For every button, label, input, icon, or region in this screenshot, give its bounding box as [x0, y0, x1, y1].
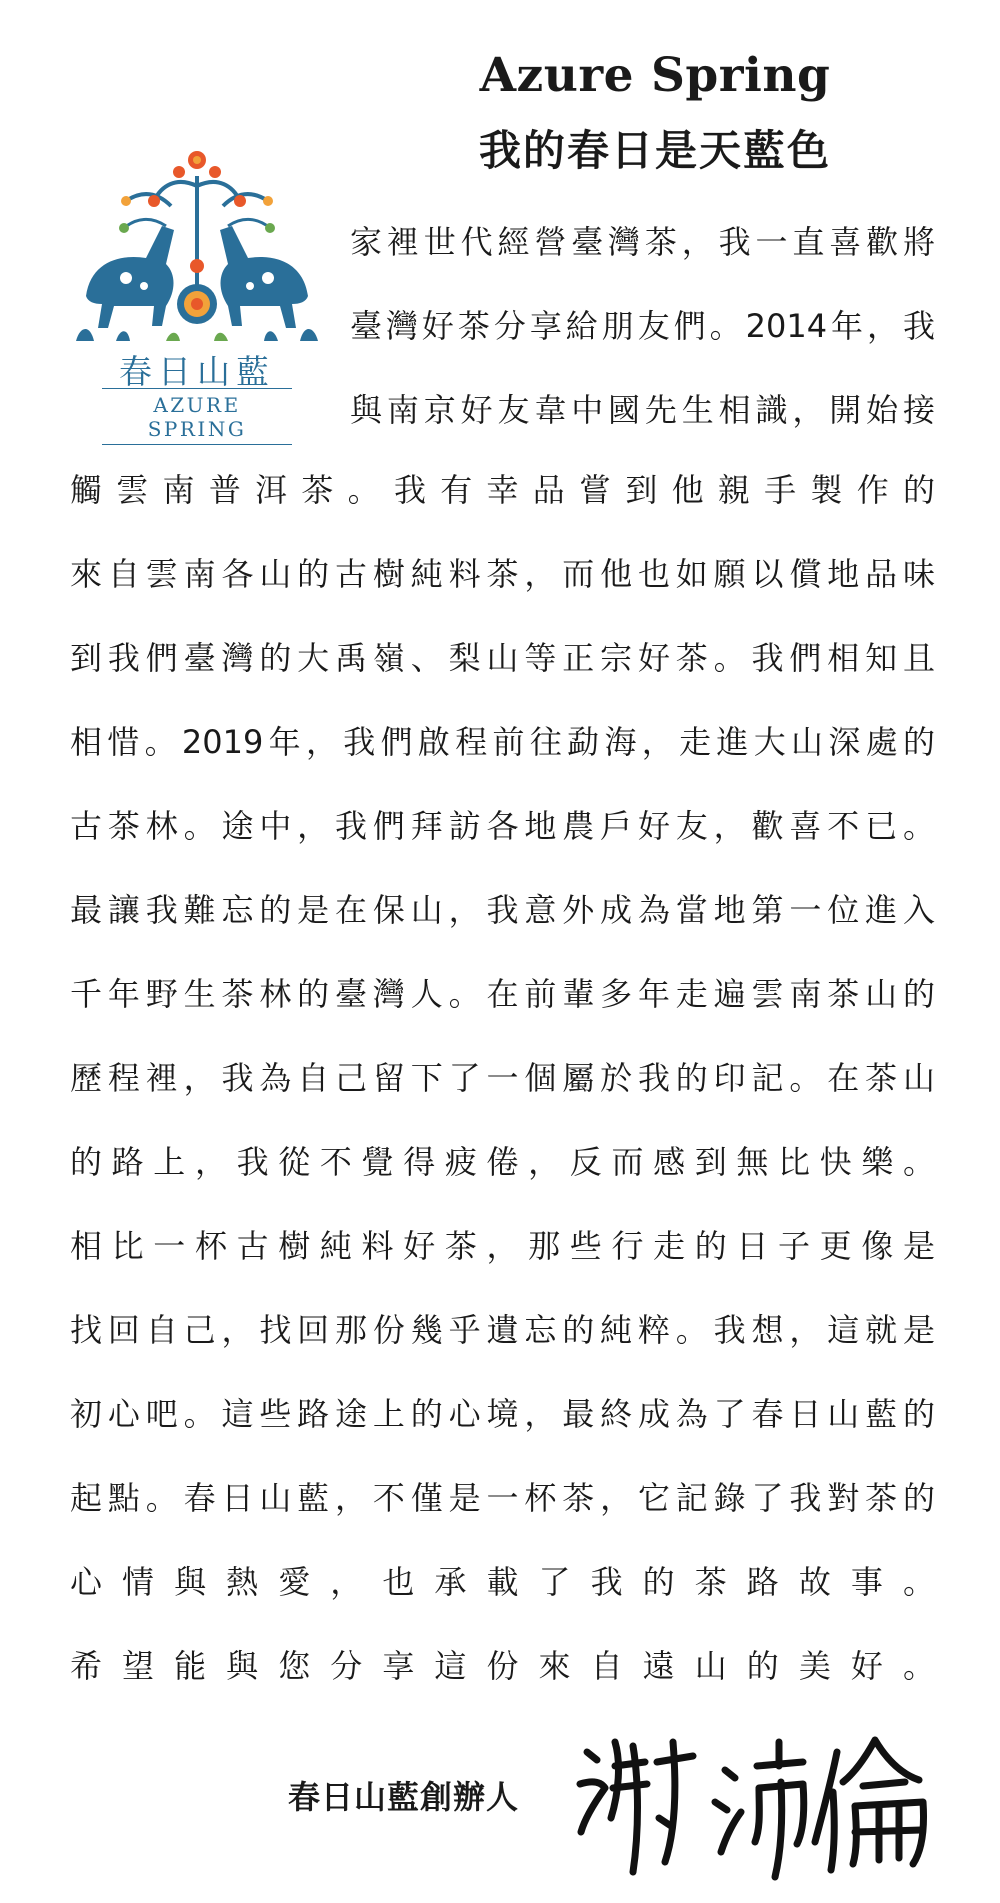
body-line: 相比一杯古樹純料好茶，那些行走的日子更像是 — [70, 1227, 935, 1265]
body-line: 起點。春日山藍，不僅是一杯茶，它記錄了我對茶的 — [70, 1479, 935, 1517]
logo-english-name: AZURE SPRING — [102, 388, 292, 445]
body-line: 古茶林。途中，我們拜訪各地農戶好友，歡喜不已。 — [70, 807, 935, 845]
body-line: 的路上，我從不覺得疲倦，反而感到無比快樂。 — [70, 1143, 935, 1181]
body-line: 千年野生茶林的臺灣人。在前輩多年走遍雲南茶山的 — [70, 975, 935, 1013]
body-line: 歷程裡，我為自己留下了一個屬於我的印記。在茶山 — [70, 1059, 935, 1097]
body-line: 最讓我難忘的是在保山，我意外成為當地第一位進入 — [70, 891, 935, 929]
body-line: 家裡世代經營臺灣茶，我一直喜歡將 — [350, 223, 935, 261]
title-chinese: 我的春日是天藍色 — [478, 126, 831, 175]
body-line: 希望能與您分享這份來自遠山的美好。 — [70, 1647, 935, 1685]
brand-logo — [66, 146, 328, 441]
body-line: 相惜。2019年，我們啟程前往勐海，走進大山深處的 — [70, 723, 935, 761]
body-line: 到我們臺灣的大禹嶺、梨山等正宗好茶。我們相知且 — [70, 639, 935, 677]
signature-label: 春日山藍創辦人 — [288, 1778, 520, 1816]
body-line: 心情與熱愛，也承載了我的茶路故事。 — [70, 1563, 935, 1601]
logo-chinese-name: 春日山藍 — [119, 352, 275, 391]
body-line: 找回自己，找回那份幾乎遺忘的純粹。我想，這就是 — [70, 1311, 935, 1349]
handwritten-signature — [575, 1722, 940, 1882]
body-line: 初心吧。這些路途上的心境，最終成為了春日山藍的 — [70, 1395, 935, 1433]
body-line: 觸雲南普洱茶。我有幸品嘗到他親手製作的 — [70, 471, 935, 509]
body-line: 臺灣好茶分享給朋友們。2014年，我 — [350, 307, 935, 345]
body-line: 來自雲南各山的古樹純料茶，而他也如願以償地品味 — [70, 555, 935, 593]
body-line: 與南京好友韋中國先生相識，開始接 — [350, 391, 935, 429]
title-english: Azure Spring — [479, 48, 831, 103]
folk-deer-emblem-icon — [66, 146, 328, 346]
